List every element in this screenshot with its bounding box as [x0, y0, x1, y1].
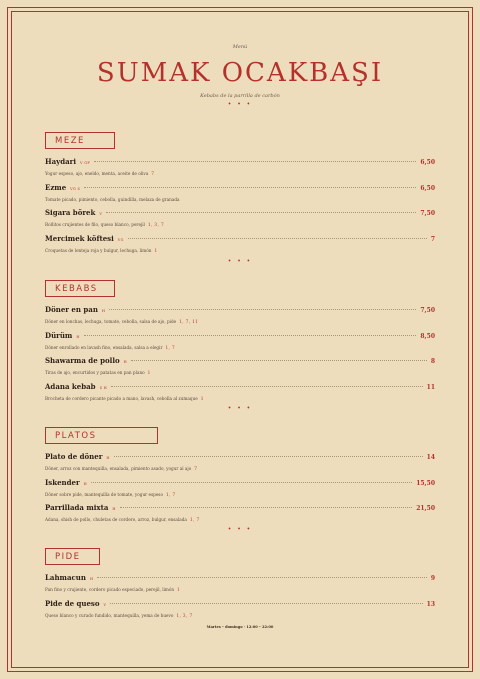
- item-price: 7,50: [420, 307, 435, 314]
- item-name: Mercimek köftesi: [45, 234, 114, 244]
- item-tags: H: [89, 577, 94, 581]
- ornament-dots: • • •: [227, 101, 253, 108]
- item-description: Tiras de ajo, encurtidos y patatas en pan plano 1: [45, 370, 151, 376]
- dotted-leader: [94, 161, 416, 162]
- item-tags: S H: [99, 386, 108, 391]
- item-description: Queso blanco y curado fundido, mantequilla, yema de huevo 1, 3, 7: [45, 612, 193, 618]
- menu-item: [45, 452, 435, 478]
- dotted-leader: [97, 577, 427, 578]
- item-name: Iskender: [45, 477, 80, 487]
- menu-item: [45, 331, 435, 357]
- menu-item: [45, 356, 435, 382]
- item-description: Döner, arroz con mantequilla, ensalada, pimiento asado, yogur al ajo 7: [45, 466, 198, 471]
- item-description: Croquetas de lenteja roja y bulgur, lechuga, limón 1: [45, 248, 158, 254]
- item-tags: V: [99, 212, 103, 217]
- ornament-dots: • • •: [227, 526, 253, 533]
- section-title: MEZE: [45, 132, 115, 149]
- allergen-codes: 1: [200, 396, 204, 402]
- section-title: PLATOS: [45, 427, 158, 444]
- item-tags: H: [106, 456, 110, 460]
- item-name: Haydari: [45, 157, 76, 166]
- menu-item: [45, 305, 435, 331]
- menu-kicker: Menú: [232, 44, 248, 50]
- item-price: 8: [430, 358, 435, 366]
- section-title: PIDE: [45, 548, 100, 565]
- allergen-codes: 1, 3, 7: [147, 222, 165, 228]
- allergen-codes: 1, 3, 7: [176, 612, 193, 618]
- allergen-codes: 1: [154, 248, 158, 254]
- item-price: 11: [426, 384, 435, 392]
- item-name: Döner en pan: [45, 305, 98, 314]
- ornament-dots: • • •: [227, 258, 253, 265]
- allergen-codes: 1, 7, 11: [179, 319, 199, 324]
- item-description: Döner sobre pide, mantequilla de tomate, yogur espeso 1, 7: [45, 491, 176, 497]
- item-tags: V: [103, 602, 107, 607]
- ornament-dots: • • •: [227, 405, 253, 412]
- item-price: 13: [426, 600, 435, 608]
- item-price: 9: [430, 575, 435, 582]
- section-title: KEBABS: [45, 280, 115, 297]
- item-price: 7,50: [420, 210, 435, 218]
- allergen-codes: 1: [177, 587, 181, 592]
- menu-item: [45, 478, 435, 504]
- item-name: Pide de queso: [45, 598, 100, 608]
- item-name: Ezme: [45, 182, 67, 192]
- item-tags: H: [83, 481, 88, 486]
- item-tags: H: [76, 334, 80, 339]
- item-price: 14: [426, 454, 435, 461]
- dotted-leader: [109, 309, 416, 310]
- item-price: 6,50: [420, 184, 435, 192]
- item-description: Pan fino y crujiente, cordero picado especiado, perejil, limón 1: [45, 587, 181, 592]
- menu-item: [45, 208, 435, 234]
- allergen-codes: 7: [194, 466, 198, 471]
- dotted-leader: [91, 482, 412, 483]
- item-price: 8,50: [420, 332, 435, 340]
- allergen-codes: 1, 7: [165, 491, 176, 497]
- section-platos: [45, 423, 435, 529]
- item-description: Rollitos crujientes de filo, queso blanco, perejil 1, 3, 7: [45, 222, 165, 228]
- dotted-leader: [84, 335, 417, 336]
- item-tags: H: [123, 360, 128, 365]
- menu-item: [45, 573, 435, 599]
- item-description: Döner en lonchas, lechuga, tomate, cebolla, salsa de ajo, pide 1, 7, 11: [45, 319, 199, 324]
- item-description: Yogur espeso, ajo, eneldo, menta, aceite de oliva 7: [45, 171, 155, 176]
- dotted-leader: [131, 360, 427, 361]
- menu-item: [45, 382, 435, 408]
- item-name: Lahmacun: [45, 573, 86, 582]
- item-price: 6,50: [420, 159, 435, 166]
- item-description: Adana, shish de pollo, chuletas de cordero, arroz, bulgur, ensalada 1, 7: [45, 517, 200, 523]
- item-tags: V GF: [80, 161, 91, 165]
- item-name: Parrillada mixta: [45, 503, 109, 513]
- item-description: Tomate picado, pimiento, cebolla, guindilla, melaza de granada: [45, 196, 180, 202]
- tagline: Kebabs de la parrilla de carbón: [200, 93, 280, 99]
- dotted-leader: [84, 187, 416, 188]
- item-tags: H: [101, 309, 106, 313]
- item-tags: H: [112, 507, 116, 512]
- dotted-leader: [111, 386, 423, 387]
- dotted-leader: [114, 456, 423, 457]
- section-meze: [45, 128, 435, 260]
- item-tags: VG: [117, 238, 124, 243]
- section-kebabs: [45, 276, 435, 408]
- dotted-leader: [128, 238, 427, 239]
- item-description: Brocheta de cordero picante picado a mano, lavash, cebolla al zumaque 1: [45, 396, 204, 402]
- allergen-codes: 7: [151, 171, 155, 176]
- menu-item: [45, 157, 435, 183]
- allergen-codes: 1, 7: [165, 344, 176, 350]
- section-pide: [45, 544, 435, 624]
- dotted-leader: [106, 212, 416, 213]
- restaurant-name: SUMAK OCAKBAŞI: [96, 58, 384, 88]
- item-name: Sigara börek: [45, 208, 96, 218]
- opening-hours: Martes – domingo · 12:00 – 22:00: [206, 625, 274, 629]
- item-price: 7: [430, 236, 435, 244]
- item-price: 15,50: [416, 479, 435, 487]
- dotted-leader: [120, 507, 412, 508]
- menu-item: [45, 183, 435, 209]
- menu-item: [45, 234, 435, 260]
- item-tags: VG S: [70, 186, 81, 191]
- item-name: Plato de döner: [45, 452, 103, 461]
- item-price: 21,50: [416, 505, 435, 513]
- item-name: Adana kebab: [45, 382, 96, 392]
- item-description: Döner enrollado en lavash fino, ensalada, salsa a elegir 1, 7: [45, 344, 176, 350]
- item-name: Shawarma de pollo: [45, 356, 120, 366]
- allergen-codes: 1, 7: [189, 517, 200, 523]
- dotted-leader: [110, 603, 422, 604]
- allergen-codes: 1: [147, 370, 151, 376]
- menu-item: [45, 599, 435, 625]
- item-name: Dürüm: [45, 330, 73, 340]
